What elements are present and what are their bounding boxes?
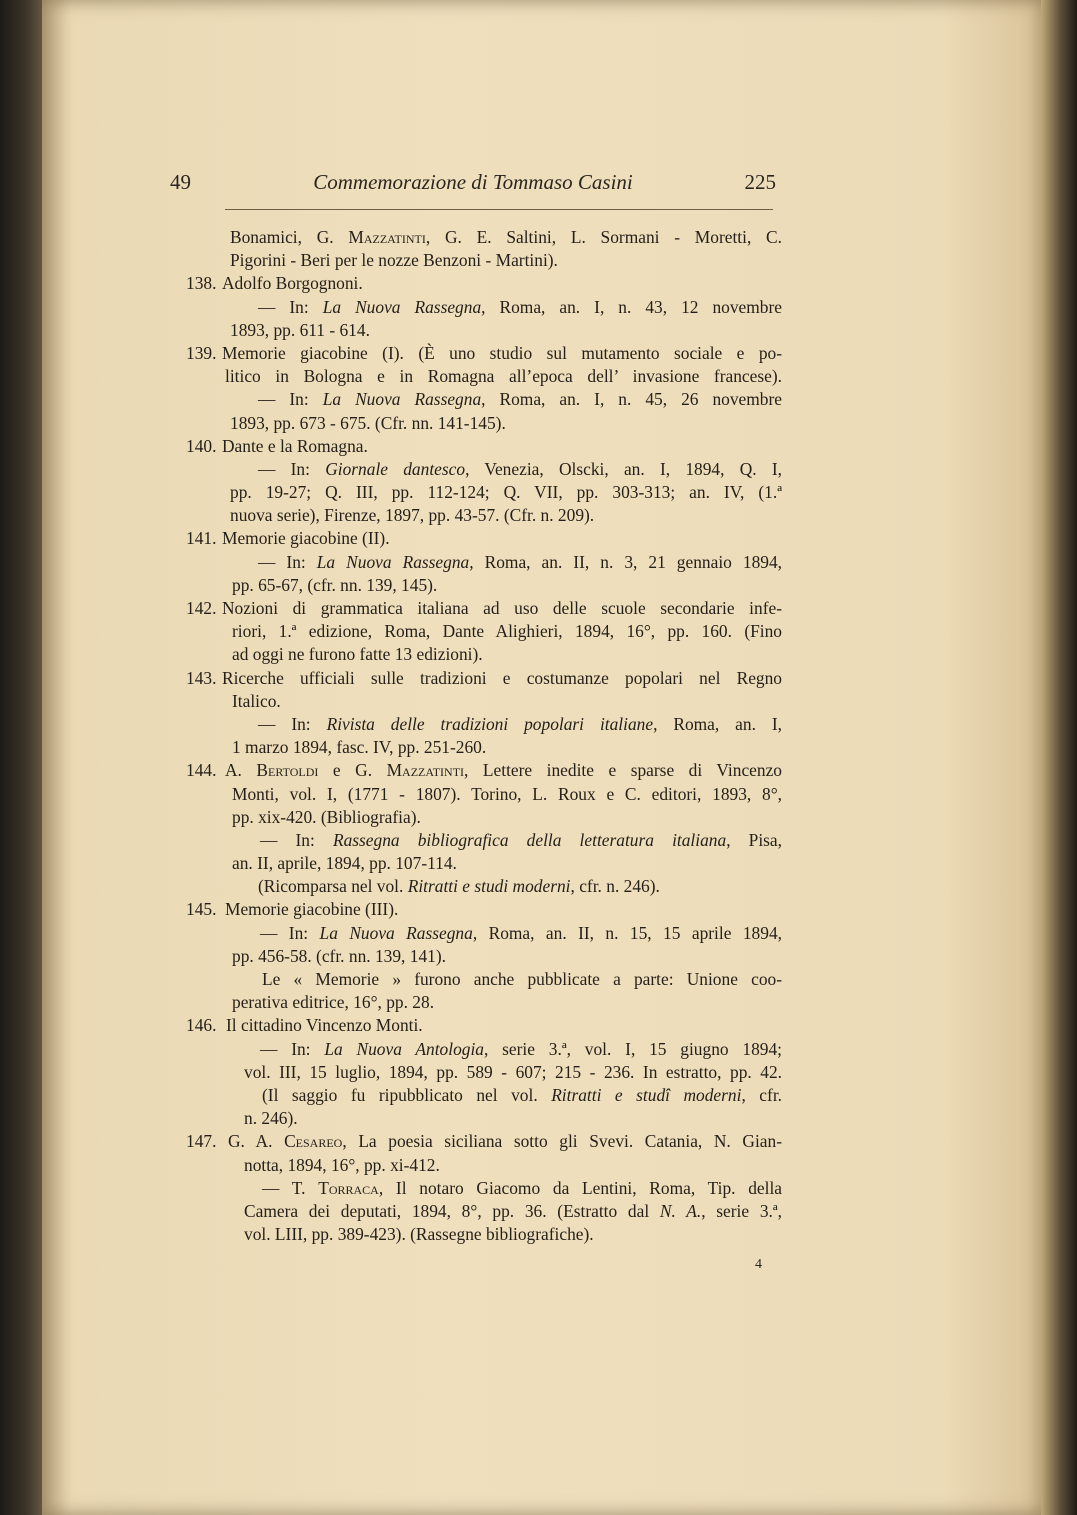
line-text: Il cittadino Vincenzo Monti. — [226, 1015, 423, 1036]
text-line — [170, 643, 782, 666]
line-text: Adolfo Borgognoni. — [222, 273, 363, 294]
header-rule — [225, 209, 773, 210]
text-line — [170, 1200, 782, 1223]
line-text: pp. 456-58. (cfr. nn. 139, 141). — [232, 945, 446, 966]
text-line — [170, 1130, 782, 1153]
text-line — [170, 249, 782, 272]
line-text: — In: Rivista delle tradizioni popolari italiane, Roma, an. I, — [258, 713, 783, 734]
line-text: 1893, pp. 673 - 675. (Cfr. nn. 141-145). — [230, 412, 506, 433]
text-line — [170, 388, 782, 411]
line-text: pp. 19-27; Q. III, pp. 112-124; Q. VII, pp. 303-313; an. IV, (1.ª — [230, 482, 782, 503]
entry-number: 139. — [186, 342, 217, 363]
line-text: pp. xix-420. (Bibliografia). — [232, 806, 421, 827]
text-line — [170, 1084, 782, 1107]
line-text: riori, 1.ª edizione, Roma, Dante Alighieri, 1894, 16°, pp. 160. (Fino — [232, 621, 782, 642]
text-line — [170, 945, 782, 968]
line-text: Memorie giacobine (I). (È uno studio sul mutamento sociale e po- — [222, 342, 782, 363]
text-line — [170, 551, 782, 574]
line-text: litico in Bologna e in Romagna all’epoca dell’ invasione francese). — [225, 366, 782, 387]
text-line — [170, 365, 782, 388]
line-text: Ricerche ufficiali sulle tradizioni e costumanze popolari nel Regno — [222, 667, 782, 688]
text-line — [170, 898, 782, 921]
text-line — [170, 272, 782, 295]
line-text: — In: Rassegna bibliografica della letteratura italiana, Pisa, — [260, 829, 782, 850]
text-line — [170, 875, 782, 898]
text-line — [170, 504, 782, 527]
line-text: (Il saggio fu ripubblicato nel vol. Ritratti e studî moderni, cfr. — [262, 1084, 782, 1105]
line-text: Italico. — [232, 690, 281, 711]
entry-number: 138. — [186, 273, 217, 294]
text-line — [170, 783, 782, 806]
text-line — [170, 574, 782, 597]
text-line — [170, 852, 782, 875]
entry-number: 140. — [186, 435, 217, 456]
line-text: Pigorini - Beri per le nozze Benzoni - Martini). — [230, 250, 558, 271]
text-line — [170, 481, 782, 504]
text-line — [170, 1107, 782, 1130]
text-line — [170, 968, 782, 991]
line-text: Nozioni di grammatica italiana ad uso delle scuole secondarie infe- — [222, 598, 782, 618]
line-text: notta, 1894, 16°, pp. xi-412. — [244, 1154, 440, 1175]
line-text: — In: La Nuova Rassegna, Roma, an. I, n. 45, 26 novembre — [258, 389, 782, 410]
entry-number: 142. — [186, 598, 217, 618]
entry-number: 145. — [186, 899, 217, 920]
line-text: vol. III, 15 luglio, 1894, pp. 589 - 607; 215 - 236. In estratto, pp. 42. — [244, 1061, 782, 1082]
line-text: pp. 65-67, (cfr. nn. 139, 145). — [232, 574, 438, 595]
line-text: Monti, vol. I, (1771 - 1807). Torino, L. Roux e C. editori, 1893, 8°, — [232, 783, 782, 804]
line-text: Le « Memorie » furono anche pubblicate a parte: Unione coo- — [262, 969, 782, 989]
running-header — [170, 170, 776, 200]
signature-mark: 4 — [755, 1257, 762, 1272]
line-text: A. Bertoldi e G. Mazzatinti, Lettere inedite e sparse di Vincenzo — [225, 760, 782, 781]
running-title: Commemorazione di Tommaso Casini — [313, 170, 633, 194]
line-text: Memorie giacobine (III). — [225, 899, 399, 920]
text-line — [170, 1223, 782, 1246]
text-line — [170, 1154, 782, 1177]
text-line — [170, 759, 782, 782]
line-text: — In: La Nuova Antologia, serie 3.ª, vol. I, 15 giugno 1894; — [260, 1038, 783, 1059]
text-line — [170, 319, 782, 342]
line-text: G. A. Cesareo, La poesia siciliana sotto gli Svevi. Catania, N. Gian- — [228, 1131, 782, 1152]
text-line — [170, 991, 782, 1014]
entry-number: 146. — [186, 1015, 217, 1036]
line-text: vol. LIII, pp. 389-423). (Rassegne bibliografiche). — [244, 1224, 594, 1245]
text-line — [170, 527, 782, 550]
text-line — [170, 829, 782, 852]
line-text: — In: La Nuova Rassegna, Roma, an. II, n. 3, 21 gennaio 1894, — [258, 551, 783, 572]
text-line — [170, 342, 782, 365]
bibliography-body — [170, 226, 782, 1246]
entry-number: 144. — [186, 760, 217, 781]
text-line — [170, 806, 782, 829]
text-line — [170, 458, 782, 481]
line-text: Bonamici, G. Mazzatinti, G. E. Saltini, L. Sormani - Moretti, C. — [230, 227, 782, 247]
line-text: nuova serie), Firenze, 1897, pp. 43-57. (Cfr. n. 209). — [230, 505, 595, 526]
text-line — [170, 713, 782, 736]
text-line — [170, 667, 782, 690]
text-line — [170, 412, 782, 435]
text-line — [170, 736, 782, 759]
line-text: — In: La Nuova Rassegna, Roma, an. II, n. 15, 15 aprile 1894, — [260, 922, 782, 943]
line-text: perativa editrice, 16°, pp. 28. — [232, 992, 435, 1013]
line-text: Memorie giacobine (II). — [222, 528, 390, 549]
line-text: n. 246). — [244, 1108, 298, 1129]
page-edge — [1041, 0, 1077, 1515]
line-text: 1 marzo 1894, fasc. IV, pp. 251-260. — [232, 737, 487, 758]
book-spine — [0, 0, 46, 1515]
line-text: — In: Giornale dantesco, Venezia, Olscki, an. I, 1894, Q. I, — [258, 458, 782, 479]
line-text: — In: La Nuova Rassegna, Roma, an. I, n. 43, 12 novembre — [258, 296, 782, 317]
line-text: Dante e la Romagna. — [222, 435, 368, 456]
page-number-right: 225 — [744, 170, 776, 194]
line-text: an. II, aprile, 1894, pp. 107-114. — [232, 853, 457, 874]
text-line — [170, 1061, 782, 1084]
text-line — [170, 597, 782, 620]
line-text: (Ricomparsa nel vol. Ritratti e studi moderni, cfr. n. 246). — [258, 876, 660, 897]
entry-number: 147. — [186, 1131, 217, 1152]
line-text: — T. Torraca, Il notaro Giacomo da Lentini, Roma, Tip. della — [262, 1177, 783, 1198]
text-line — [170, 1014, 782, 1037]
text-line — [170, 226, 782, 249]
page-number-left: 49 — [170, 170, 191, 194]
text-line — [170, 1038, 782, 1061]
line-text: Camera dei deputati, 1894, 8°, pp. 36. (Estratto dal N. A., serie 3.ª, — [244, 1200, 783, 1221]
text-line — [170, 690, 782, 713]
text-line — [170, 1177, 782, 1200]
text-line — [170, 435, 782, 458]
text-line — [170, 922, 782, 945]
line-text: ad oggi ne furono fatte 13 edizioni). — [232, 644, 483, 665]
entry-number: 141. — [186, 528, 217, 549]
text-line — [170, 296, 782, 319]
entry-number: 143. — [186, 667, 217, 688]
line-text: 1893, pp. 611 - 614. — [230, 319, 370, 340]
text-line — [170, 620, 782, 643]
